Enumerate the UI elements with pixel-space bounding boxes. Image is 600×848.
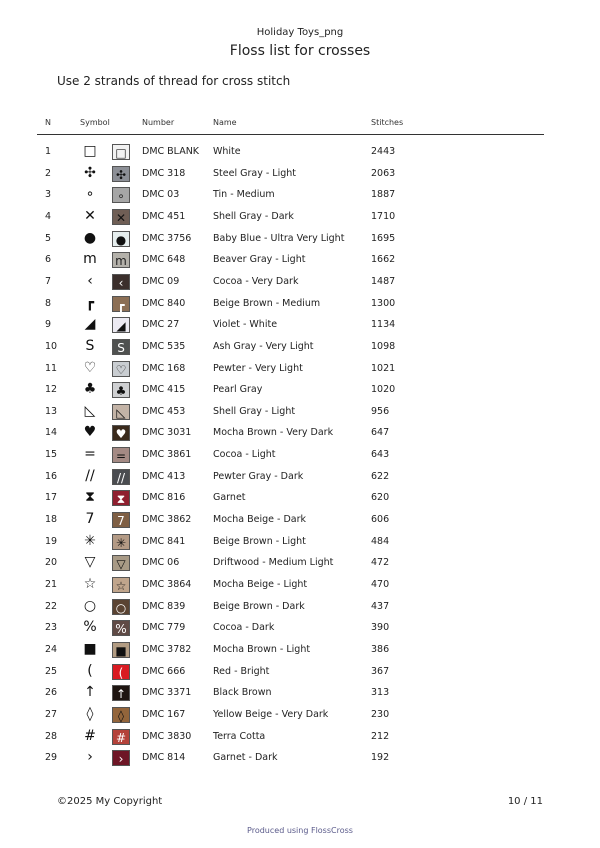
percent-icon: % (83, 619, 97, 636)
floss-number: DMC 09 (142, 275, 180, 287)
row-index: 12 (45, 384, 58, 396)
plus-outline-icon: ✣ (84, 164, 96, 181)
floss-name: Mocha Beige - Light (213, 579, 308, 590)
stitch-count: 1662 (371, 254, 396, 266)
color-swatch: m (112, 252, 130, 268)
stitch-count: 212 (371, 730, 390, 742)
floss-name: Shell Gray - Dark (213, 210, 294, 222)
seven-glyph-icon: 7 (85, 511, 95, 528)
stitch-count: 2063 (371, 167, 396, 179)
floss-number: DMC 3782 (142, 643, 192, 655)
row-index: 2 (45, 167, 52, 179)
header-name: Name (213, 118, 237, 127)
stitch-count: 1300 (371, 297, 396, 309)
floss-name: Mocha Brown - Light (213, 643, 311, 655)
stitch-count: 1695 (371, 232, 396, 244)
stitch-count: 647 (371, 427, 390, 439)
floss-number: DMC 3862 (142, 514, 192, 526)
stitch-count: 192 (371, 752, 390, 764)
table-row (0, 336, 600, 358)
color-swatch: ◢ (112, 317, 130, 333)
produced-by: Produced using FlossCross (247, 826, 353, 835)
color-swatch: // (112, 469, 130, 485)
header-stitches: Stitches (371, 118, 404, 127)
floss-number: DMC 03 (142, 189, 180, 201)
table-row (0, 141, 600, 163)
table-row (0, 358, 600, 380)
stitch-count: 484 (371, 535, 390, 547)
header-symbol: Symbol (80, 118, 110, 127)
row-index: 26 (45, 687, 58, 699)
table-row (0, 531, 600, 553)
floss-name: Black Brown (213, 687, 272, 699)
stitch-count: 1134 (371, 319, 396, 331)
row-index: 15 (45, 449, 58, 461)
floss-number: DMC 168 (142, 362, 186, 374)
stitch-count: 1021 (371, 362, 396, 374)
floss-name: Mocha Brown - Very Dark (213, 427, 334, 439)
color-swatch: ♣ (112, 382, 130, 398)
color-swatch: ┏ (112, 296, 130, 312)
page-number: 10 / 11 (507, 796, 543, 807)
floss-number: DMC 648 (142, 254, 186, 266)
table-row (0, 639, 600, 661)
floss-name: Cocoa - Very Dark (213, 275, 299, 287)
document-title: Floss list for crosses (229, 43, 371, 59)
floss-name: Mocha Beige - Dark (213, 514, 306, 526)
crescent-icon: ( (87, 662, 93, 679)
color-swatch: ■ (112, 642, 130, 658)
row-index: 3 (45, 189, 52, 201)
color-swatch: ◊ (112, 707, 130, 723)
row-index: 7 (45, 275, 52, 287)
table-row (0, 682, 600, 704)
floss-name: Pewter Gray - Dark (213, 470, 304, 482)
row-index: 29 (45, 752, 58, 764)
color-swatch: ○ (112, 599, 130, 615)
stitch-count: 643 (371, 449, 390, 461)
row-index: 6 (45, 254, 52, 266)
floss-name: Beige Brown - Light (213, 535, 306, 547)
row-index: 8 (45, 297, 52, 309)
row-index: 14 (45, 427, 58, 439)
stitch-count: 1887 (371, 189, 396, 201)
stitch-count: 2443 (371, 146, 396, 157)
small-circle-icon: ∘ (85, 186, 95, 203)
hash-icon: # (84, 727, 96, 744)
row-index: 17 (45, 492, 58, 504)
color-swatch: ✣ (112, 166, 130, 182)
floss-number: DMC 3861 (142, 449, 192, 461)
triangle-down-icon: ▽ (84, 554, 96, 571)
floss-number: DMC 318 (142, 167, 186, 179)
floss-number: DMC 3864 (142, 579, 192, 590)
floss-number: DMC 841 (142, 535, 186, 547)
floss-number: DMC 167 (142, 708, 186, 720)
color-swatch: S (112, 339, 130, 355)
floss-name: Beaver Gray - Light (213, 254, 306, 266)
row-index: 11 (45, 362, 58, 374)
floss-name: Terra Cotta (213, 730, 266, 742)
floss-number: DMC 816 (142, 492, 186, 504)
stitch-count: 1098 (371, 340, 396, 352)
color-swatch: ● (112, 231, 130, 247)
floss-number: DMC 3830 (142, 730, 192, 742)
table-row (0, 379, 600, 401)
table-row (0, 596, 600, 618)
row-index: 25 (45, 665, 58, 677)
floss-number: DMC BLANK (142, 146, 200, 157)
table-row (0, 228, 600, 250)
square-outline-icon: □ (83, 143, 97, 159)
heart-outline-icon: ♡ (83, 359, 97, 376)
floss-name: Driftwood - Medium Light (213, 557, 334, 569)
copyright-text: ©2025 My Copyright (57, 796, 163, 807)
floss-number: DMC 839 (142, 600, 186, 612)
stitch-count: 386 (371, 643, 390, 655)
stitch-count: 472 (371, 557, 390, 569)
heart-filled-icon: ♥ (83, 424, 97, 441)
arrow-up-icon: ↑ (84, 684, 96, 701)
stitch-count: 1020 (371, 384, 396, 396)
floss-number: DMC 3756 (142, 232, 192, 244)
color-swatch: □ (112, 144, 130, 160)
color-swatch: ✳ (112, 534, 130, 550)
color-swatch: ‹ (112, 274, 130, 290)
floss-name: Pewter - Very Light (213, 362, 303, 374)
color-swatch: ♥ (112, 425, 130, 441)
stitch-count: 437 (371, 600, 390, 612)
stitch-count: 230 (371, 708, 390, 720)
header-n: N (45, 118, 51, 127)
floss-name: White (213, 146, 241, 157)
floss-name: Red - Bright (213, 665, 270, 677)
color-swatch: ( (112, 664, 130, 680)
corner-icon: ┏ (85, 294, 95, 311)
color-swatch: ◺ (112, 404, 130, 420)
floss-name: Beige Brown - Medium (213, 297, 321, 309)
color-swatch: ☆ (112, 577, 130, 593)
row-index: 10 (45, 340, 58, 352)
row-index: 24 (45, 643, 58, 655)
table-row (0, 163, 600, 185)
floss-number: DMC 666 (142, 665, 186, 677)
floss-number: DMC 3371 (142, 687, 192, 699)
star-outline-icon: ☆ (83, 576, 97, 592)
table-row (0, 184, 600, 206)
floss-number: DMC 27 (142, 319, 180, 331)
stitch-count: 470 (371, 579, 390, 590)
color-swatch: # (112, 729, 130, 745)
row-index: 21 (45, 579, 58, 590)
table-row (0, 617, 600, 639)
color-swatch: ✕ (112, 209, 130, 225)
floss-number: DMC 3031 (142, 427, 192, 439)
club-icon: ♣ (83, 381, 97, 398)
floss-number: DMC 451 (142, 210, 186, 222)
row-index: 1 (45, 146, 52, 157)
row-index: 13 (45, 405, 58, 417)
row-index: 27 (45, 708, 58, 720)
document-subtitle: Holiday Toys_png (256, 27, 344, 38)
table-row (0, 444, 600, 466)
color-swatch: ↑ (112, 685, 130, 701)
stitch-count: 620 (371, 492, 390, 504)
equals-icon: = (84, 446, 96, 463)
floss-name: Cocoa - Light (213, 449, 276, 461)
table-row (0, 726, 600, 748)
double-slash-icon: // (85, 467, 95, 484)
filled-circle-icon: ● (83, 229, 97, 246)
stitch-count: 606 (371, 514, 390, 526)
table-row (0, 747, 600, 769)
color-swatch: › (112, 750, 130, 766)
color-swatch: = (112, 447, 130, 463)
color-swatch: % (112, 620, 130, 636)
floss-name: Cocoa - Dark (213, 622, 275, 634)
triangle-corner-icon: ◺ (84, 402, 96, 419)
asterisk-icon: ✳ (84, 532, 96, 549)
floss-name: Tin - Medium (213, 189, 275, 201)
stitch-count: 956 (371, 405, 390, 417)
row-index: 4 (45, 210, 52, 222)
table-row (0, 271, 600, 293)
table-row (0, 487, 600, 509)
row-index: 20 (45, 557, 58, 569)
stitch-count: 1710 (371, 210, 396, 222)
stitch-count: 1487 (371, 275, 396, 287)
row-index: 22 (45, 600, 58, 612)
row-index: 28 (45, 730, 58, 742)
floss-number: DMC 413 (142, 470, 186, 482)
table-row (0, 552, 600, 574)
floss-number: DMC 415 (142, 384, 186, 396)
table-row (0, 574, 600, 596)
table-row (0, 509, 600, 531)
header-divider (37, 134, 544, 135)
floss-name: Garnet (213, 492, 246, 504)
floss-name: Steel Gray - Light (213, 167, 296, 179)
floss-name: Baby Blue - Ultra Very Light (213, 232, 345, 244)
chevron-left-icon: ‹ (87, 272, 93, 289)
floss-number: DMC 779 (142, 622, 186, 634)
table-row (0, 422, 600, 444)
floss-number: DMC 814 (142, 752, 186, 764)
floss-name: Beige Brown - Dark (213, 600, 305, 612)
header-number: Number (142, 118, 175, 127)
floss-name: Pearl Gray (213, 384, 263, 396)
color-swatch: ∘ (112, 187, 130, 203)
row-index: 5 (45, 232, 52, 244)
table-row (0, 249, 600, 271)
row-index: 16 (45, 470, 58, 482)
circle-outline-icon: ○ (83, 597, 97, 614)
hourglass-icon: ⧗ (85, 489, 95, 506)
table-row (0, 401, 600, 423)
table-row (0, 704, 600, 726)
stitch-count: 390 (371, 622, 390, 634)
wedge-icon: ◢ (84, 316, 96, 333)
floss-number: DMC 535 (142, 340, 186, 352)
stitch-count: 367 (371, 665, 390, 677)
stitch-count: 622 (371, 470, 390, 482)
m-glyph-icon: m (83, 251, 97, 268)
color-swatch: ▽ (112, 555, 130, 571)
floss-name: Garnet - Dark (213, 752, 278, 764)
filled-square-icon: ■ (83, 640, 97, 657)
x-cross-icon: ✕ (84, 207, 96, 224)
color-swatch: 7 (112, 512, 130, 528)
table-row (0, 293, 600, 315)
s-glyph-icon: S (85, 337, 95, 354)
color-swatch: ♡ (112, 361, 130, 377)
table-row (0, 206, 600, 228)
floss-name: Shell Gray - Light (213, 405, 296, 417)
row-index: 19 (45, 535, 58, 547)
floss-number: DMC 840 (142, 297, 186, 309)
floss-number: DMC 06 (142, 557, 180, 569)
diamond-outline-icon: ◊ (86, 705, 94, 722)
table-row (0, 661, 600, 683)
row-index: 18 (45, 514, 58, 526)
floss-name: Yellow Beige - Very Dark (213, 708, 329, 720)
floss-name: Ash Gray - Very Light (213, 340, 314, 352)
row-index: 9 (45, 319, 52, 331)
instruction-note: Use 2 strands of thread for cross stitch (57, 74, 291, 88)
row-index: 23 (45, 622, 58, 634)
floss-name: Violet - White (213, 319, 278, 331)
stitch-count: 313 (371, 687, 390, 699)
chevron-right-icon: › (87, 749, 93, 766)
table-row (0, 466, 600, 488)
color-swatch: ⧗ (112, 490, 130, 506)
floss-number: DMC 453 (142, 405, 186, 417)
table-row (0, 314, 600, 336)
